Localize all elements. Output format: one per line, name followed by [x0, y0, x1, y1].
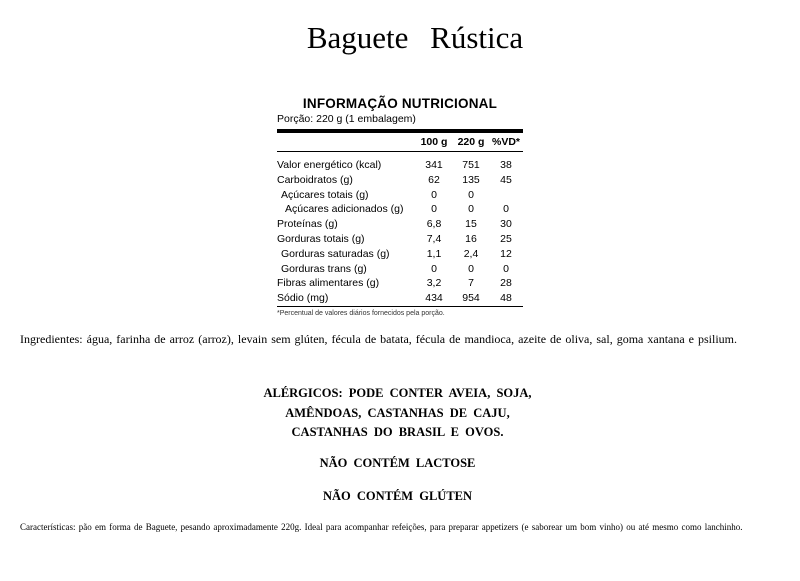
product-title: Baguete Rústica	[306, 20, 524, 55]
value-100g: 341	[425, 159, 443, 171]
nutrition-facts-panel	[277, 96, 523, 318]
nutrition-table	[277, 133, 523, 307]
value-vd: 30	[500, 218, 512, 231]
column-header-220g: 220 g	[453, 133, 489, 152]
table-row	[277, 173, 523, 188]
column-header-nutrient	[277, 133, 415, 152]
value-vd: 48	[489, 291, 523, 306]
nutrient-label: Açúcares adicionados (g)	[285, 203, 404, 216]
product-features-text: Características: pão em forma de Baguete, pesando aproximadamente 220g. Ideal para acompanhar refeições, para preparar appetizers (e saborear um bom vinho) ou até mesmo como lanchinho.	[20, 522, 743, 532]
value-100g: 6,8	[426, 218, 442, 231]
value-100g: 1,1	[426, 247, 442, 260]
value-vd	[489, 188, 523, 203]
allergen-line: ALÉRGICOS: PODE CONTER AVEIA, SOJA,	[263, 386, 532, 400]
nutrition-footnote: *Percentual de valores diários fornecidos pela porção.	[277, 309, 445, 317]
nutrition-header-row	[277, 133, 523, 152]
table-row	[277, 158, 523, 173]
table-row	[277, 202, 523, 217]
table-row	[277, 291, 523, 306]
column-header-100g: 100 g	[415, 133, 453, 152]
allergen-warning	[0, 384, 795, 443]
value-220g: 15	[465, 218, 477, 231]
value-100g: 0	[431, 188, 437, 201]
value-220g: 751	[462, 159, 480, 171]
nutrient-label: Carboidratos (g)	[277, 173, 353, 186]
portion-size: Porção: 220 g (1 embalagem)	[277, 113, 416, 125]
allergen-line: CASTANHAS DO BRASIL E OVOS.	[291, 425, 504, 439]
nutrient-label: Açúcares totais (g)	[281, 188, 369, 201]
value-220g: 954	[453, 291, 489, 306]
value-100g: 62	[428, 173, 440, 186]
column-header-vd: %VD*	[489, 133, 523, 152]
value-220g: 0	[468, 262, 474, 275]
nutrition-heading: INFORMAÇÃO NUTRICIONAL	[302, 96, 498, 111]
table-row	[277, 188, 523, 203]
value-220g: 16	[465, 232, 477, 245]
table-row	[277, 262, 523, 277]
value-220g: 135	[462, 173, 480, 186]
value-vd: 38	[500, 159, 512, 171]
value-vd: 0	[503, 203, 509, 216]
ingredients-text: Ingredientes: água, farinha de arroz (arroz), levain sem glúten, fécula de batata, fécula de mandioca, azeite de oliva, sal, goma xantana e psilium.	[20, 332, 738, 346]
gluten-notice: NÃO CONTÉM GLÚTEN	[322, 489, 473, 503]
nutrient-label: Gorduras saturadas (g)	[281, 247, 390, 260]
value-100g: 0	[431, 262, 437, 275]
value-220g: 0	[468, 203, 474, 216]
value-220g: 0	[468, 188, 474, 201]
value-vd: 45	[500, 173, 512, 186]
table-row	[277, 276, 523, 291]
nutrient-label: Gorduras totais (g)	[277, 232, 365, 245]
value-100g: 3,2	[426, 277, 442, 290]
value-220g: 7	[468, 277, 474, 290]
table-row	[277, 247, 523, 262]
value-100g: 0	[431, 203, 437, 216]
value-vd: 25	[500, 232, 512, 245]
value-vd: 12	[500, 247, 512, 260]
value-220g: 2,4	[463, 247, 479, 260]
table-row	[277, 232, 523, 247]
lactose-notice: NÃO CONTÉM LACTOSE	[319, 456, 476, 470]
value-vd: 0	[503, 262, 509, 275]
allergen-line: AMÊNDOAS, CASTANHAS DE CAJU,	[285, 405, 510, 420]
value-100g: 7,4	[426, 232, 442, 245]
nutrient-label: Proteínas (g)	[277, 218, 338, 231]
table-row	[277, 217, 523, 232]
nutrient-label: Sódio (mg)	[277, 291, 415, 306]
nutrient-label: Gorduras trans (g)	[281, 262, 367, 275]
nutrient-label: Valor energético (kcal)	[277, 159, 382, 171]
value-100g: 434	[415, 291, 453, 306]
nutrient-label: Fibras alimentares (g)	[277, 277, 380, 290]
value-vd: 28	[500, 277, 512, 290]
